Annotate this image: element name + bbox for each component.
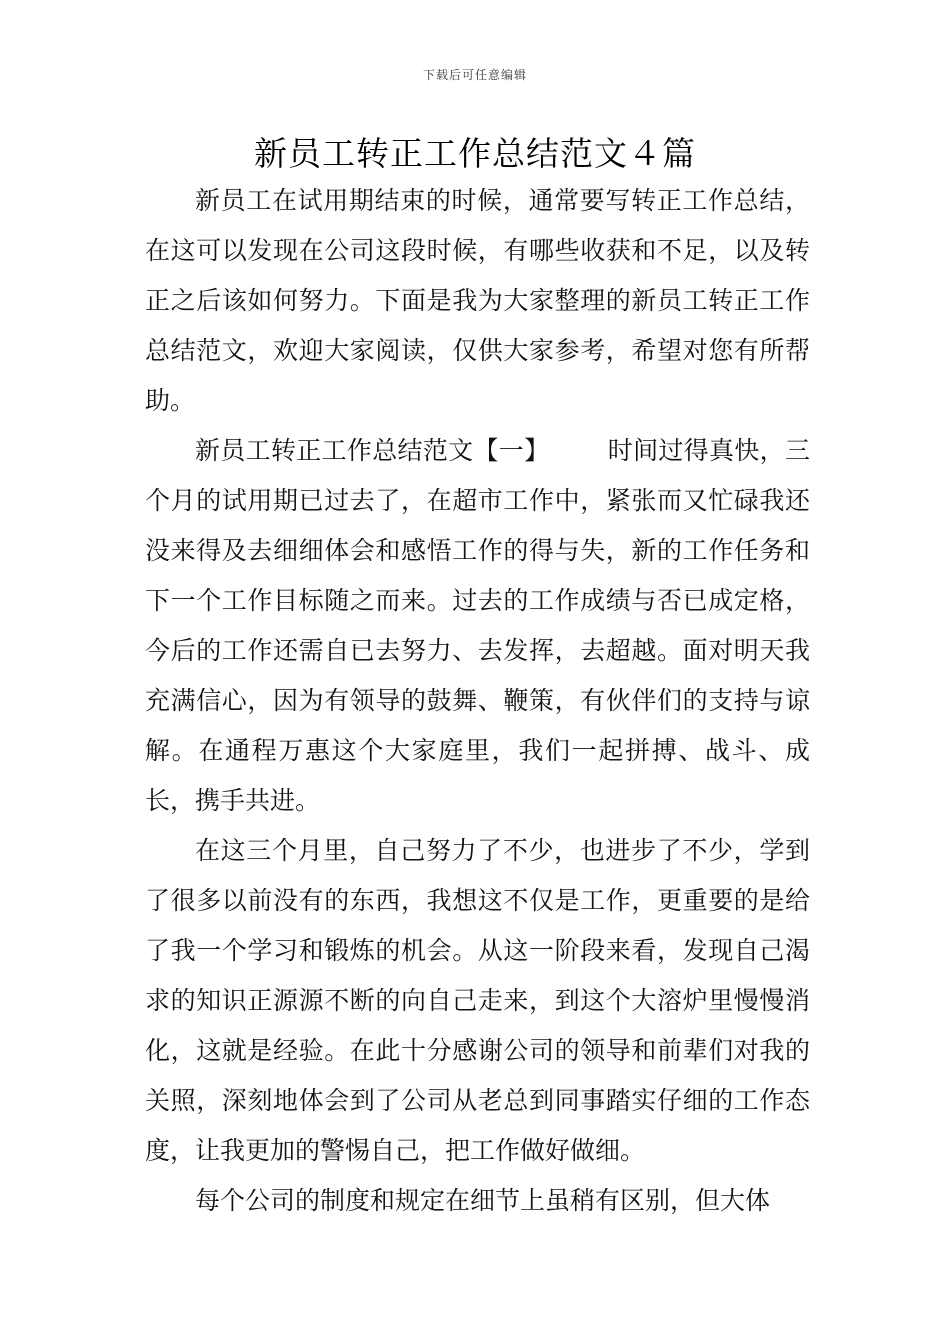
section-one-paragraph xyxy=(145,426,810,826)
header-note: 下载后可任意编辑 xyxy=(422,68,527,82)
section-one-heading: 新员工转正工作总结范文【一】 xyxy=(195,436,550,465)
intro-paragraph: 新员工在试用期结束的时候，通常要写转正工作总结，在这可以发现在公司这段时候，有哪些收获和不足，以及转正之后该如何努力。下面是我为大家整理的新员工转正工作总结范文，欢迎大家阅读，仅供大家参考，希望对您有所帮助。 xyxy=(145,186,810,415)
paragraph-four: 每个公司的制度和规定在细节上虽稍有区别，但大体 xyxy=(195,1186,771,1215)
paragraph-three: 在这三个月里，自己努力了不少，也进步了不少，学到了很多以前没有的东西，我想这不仅是工作，更重要的是给了我一个学习和锻炼的机会。从这一阶段来看，发现自己渴求的知识正源源不断的向自己走来，到这个大溶炉里慢慢消化，这就是经验。在此十分感谢公司的领导和前辈们对我的关照，深刻地体会到了公司从老总到同事踏实仔细的工作态度，让我更加的警惕自己，把工作做好做细。 xyxy=(145,836,810,1165)
document-body xyxy=(145,176,810,1226)
section-one-lead: 时间过得真快，三个月的试用期已过去了，在超市工作中，紧张而又忙碌我还没来得及去细细体会和感悟工作的得与失，新的工作任务和下一个工作目标随之而来。过去的工作成绩与否已成定格，今后的工作还需自已去努力、去发挥，去超越。面对明天我充满信心，因为有领导的鼓舞、鞭策，有伙伴们的支持与谅解。在通程万惠这个大家庭里，我们一起拼搏、战斗、成长，携手共进。 xyxy=(145,436,810,815)
document-title: 新员工转正工作总结范文４篇 xyxy=(254,134,696,173)
